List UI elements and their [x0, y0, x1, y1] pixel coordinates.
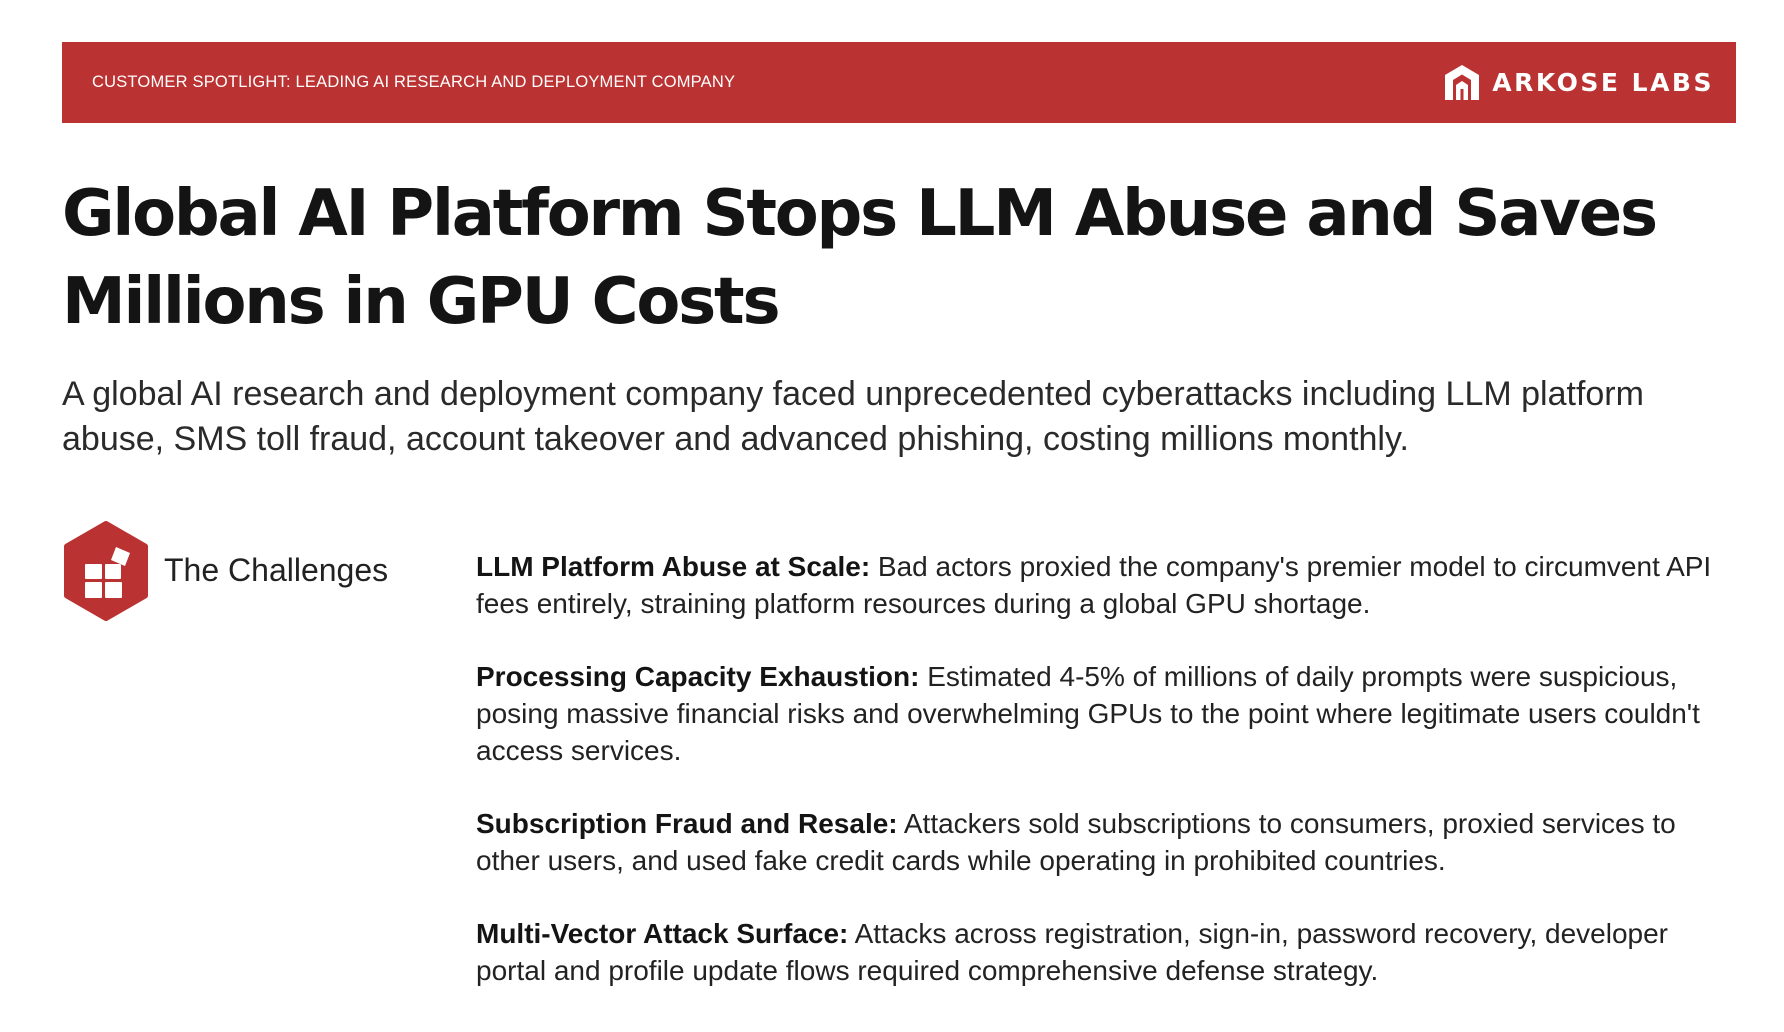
spotlight-banner	[62, 42, 1736, 123]
lead-paragraph: A global AI research and deployment company faced unprecedented cyberattacks including LLM platform abuse, SMS toll fraud, account takeover and advanced phishing, costing millions monthly.	[62, 375, 1644, 458]
banner-label: CUSTOMER SPOTLIGHT: LEADING AI RESEARCH AND DEPLOYMENT COMPANY	[92, 73, 736, 91]
challenge-item	[476, 548, 1716, 622]
challenge-text: Attacks across registration, sign-in, password recovery, developer portal and profile update flows required comprehensive defense strategy.	[476, 918, 1669, 986]
challenge-item	[476, 805, 1716, 879]
challenge-text: Estimated 4-5% of millions of daily prompts were suspicious, posing massive financial risks and overwhelming GPUs to the point where legitimate users couldn't access services.	[476, 661, 1700, 766]
challenge-item	[476, 658, 1716, 769]
brand-name: ARKOSE LABS	[1492, 68, 1714, 97]
challenge-term: Multi-Vector Attack Surface:	[476, 918, 849, 949]
challenge-item	[476, 915, 1716, 989]
arkose-logo-icon	[1442, 63, 1482, 103]
page-title: Global AI Platform Stops LLM Abuse and Saves Millions in GPU Costs	[62, 177, 1656, 339]
challenge-term: LLM Platform Abuse at Scale:	[476, 551, 871, 582]
challenge-term: Subscription Fraud and Resale:	[476, 808, 898, 839]
challenge-term: Processing Capacity Exhaustion:	[476, 661, 920, 692]
challenge-text: Bad actors proxied the company's premier model to circumvent API fees entirely, straining platform resources during a global GPU shortage.	[476, 551, 1712, 619]
challenges-heading: The Challenges	[164, 552, 389, 588]
challenges-list	[476, 548, 1716, 1025]
brand-logo	[1442, 63, 1714, 103]
puzzle-hexagon-icon	[61, 521, 151, 621]
challenge-text: Attackers sold subscriptions to consumers, proxied services to other users, and used fake credit cards while operating in prohibited countries.	[476, 808, 1676, 876]
